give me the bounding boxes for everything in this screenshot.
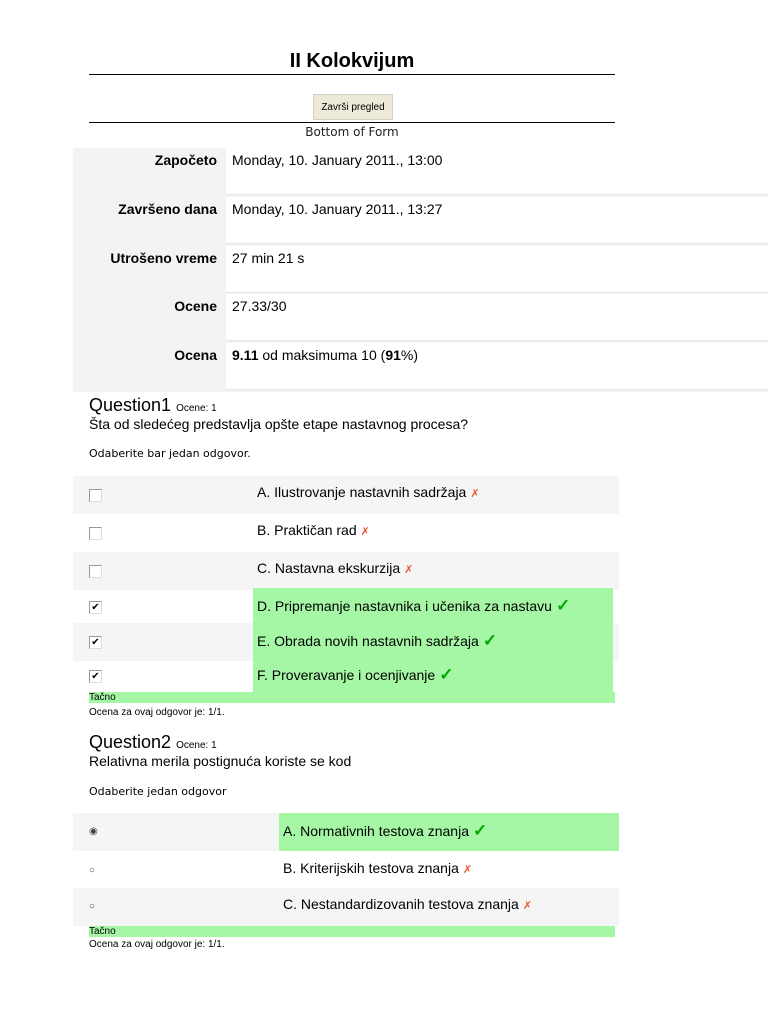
answer-option[interactable] <box>73 514 619 552</box>
checkbox-checked-icon[interactable]: ✔ <box>89 636 102 649</box>
summary-label: Završeno dana <box>118 201 217 217</box>
answer-option[interactable] <box>73 813 619 851</box>
answer-label: A. Normativnih testova znanja ✓ <box>283 821 488 840</box>
question-2-score: Ocena za ovaj odgovor je: 1/1. <box>89 939 225 950</box>
answer-option[interactable] <box>73 552 619 590</box>
incorrect-cross-icon: ✗ <box>462 864 473 876</box>
answer-option[interactable] <box>73 657 619 695</box>
question-1-text: Šta od sledećeg predstavlja opšte etape nastavnog procesa? <box>89 416 469 432</box>
summary-row-time <box>73 246 768 294</box>
incorrect-cross-icon: ✗ <box>470 488 480 500</box>
divider-bottom <box>89 122 615 123</box>
question-2-prompt: Odaberite jedan odgovor <box>89 785 227 798</box>
answer-label: B. Praktičan rad ✗ <box>257 522 370 538</box>
checkbox-icon[interactable] <box>89 565 102 578</box>
finish-review-button[interactable]: Završi pregled <box>313 94 393 120</box>
answer-label: C. Nastavna ekskurzija ✗ <box>257 560 414 576</box>
answer-option[interactable] <box>73 476 619 514</box>
correct-tick-icon: ✓ <box>555 596 571 615</box>
question-title: Question2 <box>89 732 172 752</box>
answer-option[interactable] <box>73 888 619 926</box>
question-2-heading <box>89 732 217 753</box>
incorrect-cross-icon: ✗ <box>360 526 370 538</box>
question-points: Ocene: 1 <box>176 740 217 751</box>
question-2-result: Tačno <box>89 926 615 937</box>
incorrect-cross-icon: ✗ <box>404 564 414 576</box>
correct-tick-icon: ✓ <box>472 821 488 840</box>
answer-label: D. Pripremanje nastavnika i učenika za nastavu ✓ <box>257 596 571 615</box>
bottom-of-form-label: Bottom of Form <box>305 125 399 139</box>
summary-row-finished <box>73 197 768 245</box>
answer-option[interactable] <box>73 588 619 626</box>
checkbox-checked-icon[interactable]: ✔ <box>89 670 102 683</box>
divider-top <box>89 74 615 75</box>
answer-label: C. Nestandardizovanih testova znanja ✗ <box>283 896 533 912</box>
radio-selected-icon[interactable]: ◉ <box>89 826 98 837</box>
checkbox-checked-icon[interactable]: ✔ <box>89 601 102 614</box>
checkbox-icon[interactable] <box>89 489 102 502</box>
summary-value <box>226 343 768 390</box>
radio-icon[interactable]: ○ <box>89 865 96 876</box>
answer-label: F. Proveravanje i ocenjivanje ✓ <box>257 665 454 684</box>
answer-option[interactable] <box>73 623 619 661</box>
answer-label: A. Ilustrovanje nastavnih sadržaja ✗ <box>257 484 480 500</box>
question-1-score: Ocena za ovaj odgovor je: 1/1. <box>89 707 225 718</box>
summary-row-marks <box>73 294 768 342</box>
summary-label: Započeto <box>154 152 217 168</box>
answer-label: B. Kriterijskih testova znanja ✗ <box>283 860 473 876</box>
question-points: Ocene: 1 <box>176 403 217 414</box>
answer-label: E. Obrada novih nastavnih sadržaja ✓ <box>257 631 498 650</box>
summary-label: Ocene <box>174 298 217 314</box>
question-2-text: Relativna merila postignuća koriste se kod <box>89 753 352 769</box>
question-title: Question1 <box>89 395 172 415</box>
summary-label: Utrošeno vreme <box>110 250 217 266</box>
question-1-heading <box>89 395 217 416</box>
question-1-prompt: Odaberite bar jedan odgovor. <box>89 447 251 460</box>
grade-percent: 91 <box>385 347 401 363</box>
answer-option[interactable] <box>73 852 619 890</box>
incorrect-cross-icon: ✗ <box>522 900 533 912</box>
grade-end: %) <box>400 347 419 363</box>
summary-value: Monday, 10. January 2011., 13:27 <box>226 197 768 244</box>
correct-tick-icon: ✓ <box>482 631 498 650</box>
summary-value: Monday, 10. January 2011., 13:00 <box>226 148 768 195</box>
page-title: II Kolokvijum <box>289 50 415 72</box>
summary-label: Ocena <box>174 347 217 363</box>
grade-mid: od maksimuma 10 ( <box>258 347 386 363</box>
summary-row-grade <box>73 343 768 391</box>
summary-row-started <box>73 148 768 196</box>
grade-value: 9.11 <box>232 347 259 363</box>
question-1-result: Tačno <box>89 692 615 703</box>
summary-value: 27 min 21 s <box>226 246 768 293</box>
radio-icon[interactable]: ○ <box>89 901 96 912</box>
correct-tick-icon: ✓ <box>439 665 454 684</box>
summary-value: 27.33/30 <box>226 294 768 341</box>
checkbox-icon[interactable] <box>89 527 102 540</box>
